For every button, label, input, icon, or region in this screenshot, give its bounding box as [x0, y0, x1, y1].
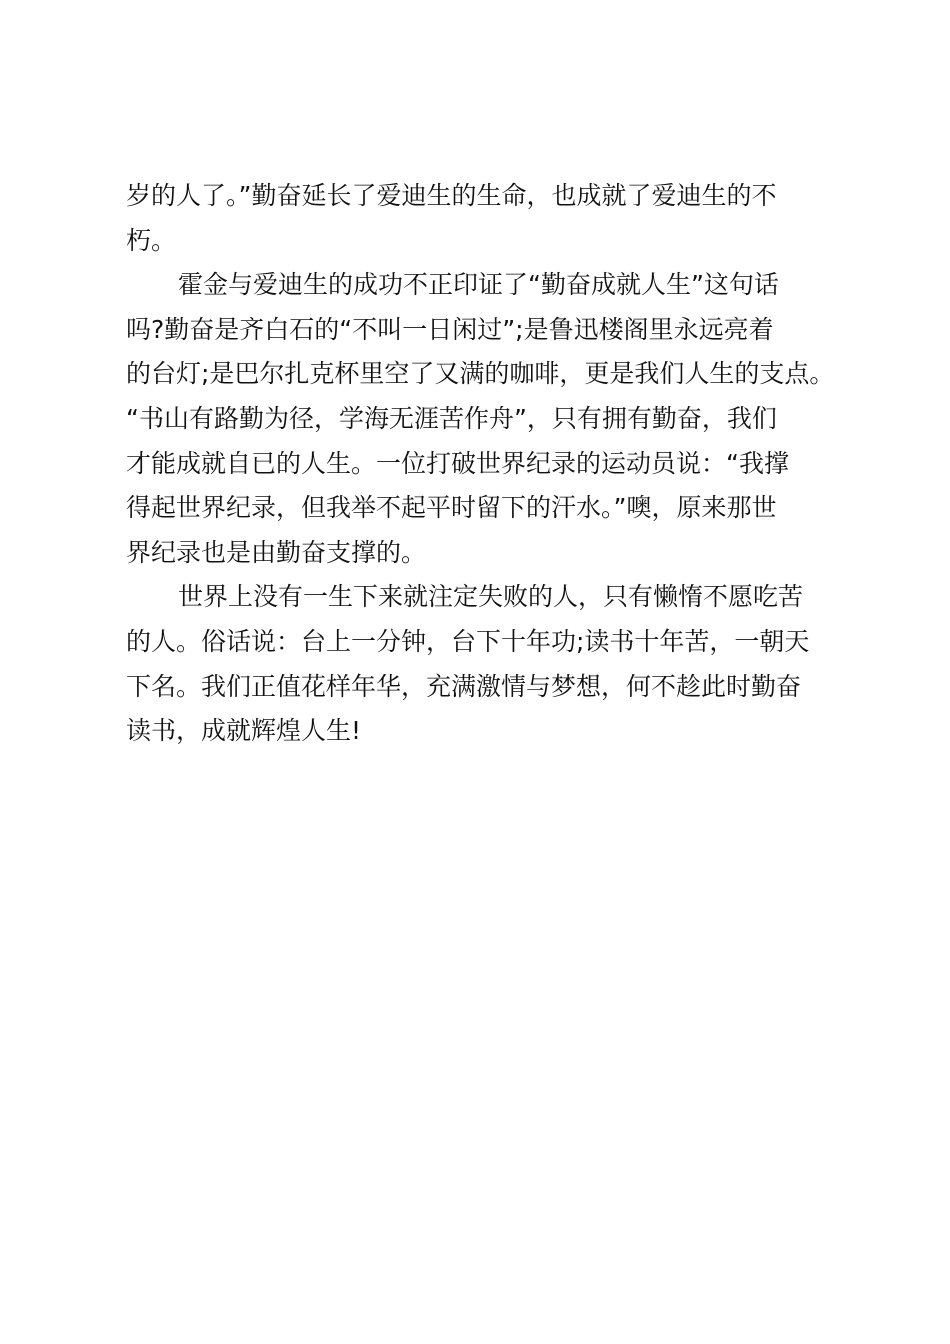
text-line: “书山有路勤为径，学海无涯苦作舟”，只有拥有勤奋，我们 [126, 403, 777, 433]
text-line: 岁的人了。”勤奋延长了爱迪生的生命，也成就了爱迪生的不 [126, 181, 777, 210]
text-line: 读书，成就辉煌人生! [126, 716, 362, 746]
text-line: 吗?勤奋是齐白石的“不叫一日闲过”;是鲁迅楼阁里永远亮着 [126, 314, 774, 344]
text-line: 霍金与爱迪生的成功不正印证了“勤奋成就人生”这句话 [178, 270, 779, 300]
text-line: 才能成就自已的人生。一位打破世界纪录的运动员说：“我撑 [126, 448, 789, 478]
text-line: 的人。俗话说：台上一分钟，台下十年功;读书十年苦，一朝天 [126, 626, 810, 656]
paragraph-1 [126, 174, 836, 263]
text-line: 界纪录也是由勤奋支撑的。 [126, 537, 427, 567]
text-line: 朽。 [126, 225, 177, 255]
paragraph-3 [126, 575, 836, 753]
paragraph-2 [126, 263, 836, 575]
text-line: 的台灯;是巴尔扎克杯里空了又满的咖啡，更是我们人生的支点。 [126, 359, 835, 389]
document-body [126, 174, 836, 754]
text-line: 世界上没有一生下来就注定失败的人，只有懒惰不愿吃苦 [178, 582, 804, 612]
text-line: 下名。我们正值花样年华，充满激情与梦想，何不趁此时勤奋 [126, 671, 802, 701]
text-line: 得起世界纪录，但我举不起平时留下的汗水。”噢，原来那世 [126, 493, 777, 523]
